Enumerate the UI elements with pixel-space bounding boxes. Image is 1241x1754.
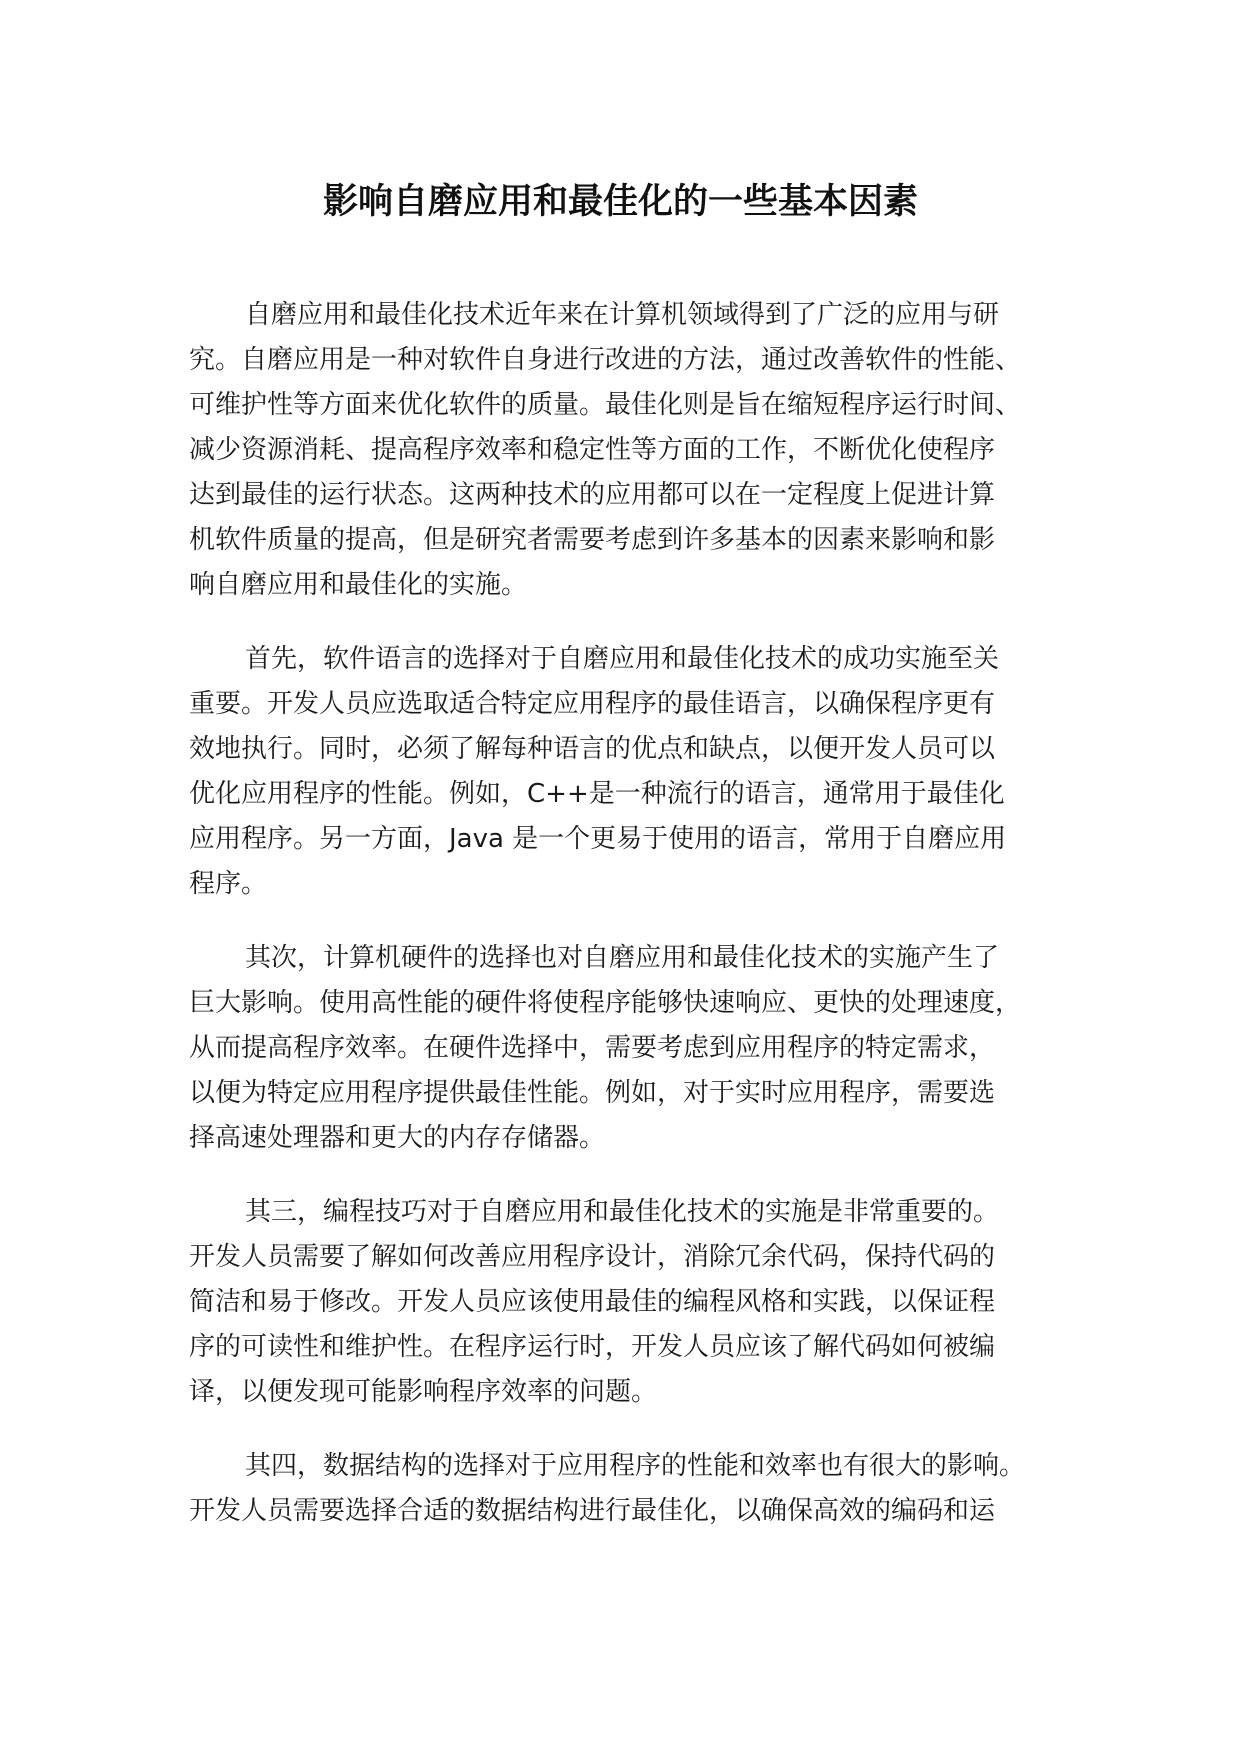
paragraph-line: 译，以便发现可能影响程序效率的问题。: [189, 1377, 658, 1407]
paragraph-line: 序的可读性和维护性。在程序运行时，开发人员应该了解代码如何被编: [189, 1332, 996, 1362]
paragraph-line: 自磨应用和最佳化技术近年来在计算机领域得到了广泛的应用与研: [245, 300, 1000, 330]
paragraph-line: 择高速处理器和更大的内存存储器。: [189, 1123, 606, 1153]
paragraph-line: 可维护性等方面来优化软件的质量。最佳化则是旨在缩短程序运行时间、: [189, 390, 1022, 420]
paragraph-line: 从而提高程序效率。在硬件选择中，需要考虑到应用程序的特定需求，: [189, 1033, 996, 1063]
paragraph-3: [189, 936, 1089, 1161]
paragraph-line: 以便为特定应用程序提供最佳性能。例如，对于实时应用程序，需要选: [189, 1078, 996, 1108]
paragraph-line: 机软件质量的提高，但是研究者需要考虑到许多基本的因素来影响和影: [189, 525, 996, 555]
paragraph-line: 究。自磨应用是一种对软件自身进行改进的方法，通过改善软件的性能、: [189, 345, 1022, 375]
paragraph-line: 开发人员需要了解如何改善应用程序设计，消除冗余代码，保持代码的: [189, 1242, 996, 1272]
paragraph-line: 开发人员需要选择合适的数据结构进行最佳化，以确保高效的编码和运: [189, 1496, 996, 1526]
paragraph-line: 优化应用程序的性能。例如，C++是一种流行的语言，通常用于最佳化: [189, 779, 1005, 809]
paragraph-line: 其次，计算机硬件的选择也对自磨应用和最佳化技术的实施产生了: [245, 943, 1000, 973]
paragraph-line: 巨大影响。使用高性能的硬件将使程序能够快速响应、更快的处理速度，: [189, 988, 1022, 1018]
document-body: [189, 293, 1089, 1563]
paragraph-2: [189, 637, 1089, 907]
paragraph-line: 效地执行。同时，必须了解每种语言的优点和缺点，以便开发人员可以: [189, 734, 996, 764]
paragraph-4: [189, 1190, 1089, 1415]
paragraph-line: 达到最佳的运行状态。这两种技术的应用都可以在一定程度上促进计算: [189, 480, 996, 510]
document-title: 影响自磨应用和最佳化的一些基本因素: [322, 182, 918, 222]
paragraph-line: 减少资源消耗、提高程序效率和稳定性等方面的工作，不断优化使程序: [189, 435, 996, 465]
paragraph-line: 重要。开发人员应选取适合特定应用程序的最佳语言，以确保程序更有: [189, 689, 996, 719]
paragraph-line: 程序。: [189, 869, 268, 899]
paragraph-1: [189, 293, 1089, 608]
paragraph-line: 响自磨应用和最佳化的实施。: [189, 570, 528, 600]
paragraph-line: 简洁和易于修改。开发人员应该使用最佳的编程风格和实践，以保证程: [189, 1287, 996, 1317]
paragraph-line: 首先，软件语言的选择对于自磨应用和最佳化技术的成功实施至关: [245, 644, 1000, 674]
paragraph-5: [189, 1444, 1089, 1534]
paragraph-line: 应用程序。另一方面，Java 是一个更易于使用的语言，常用于自磨应用: [189, 824, 1007, 854]
paragraph-line: 其三，编程技巧对于自磨应用和最佳化技术的实施是非常重要的。: [245, 1197, 1000, 1227]
paragraph-line: 其四，数据结构的选择对于应用程序的性能和效率也有很大的影响。: [245, 1451, 1026, 1481]
